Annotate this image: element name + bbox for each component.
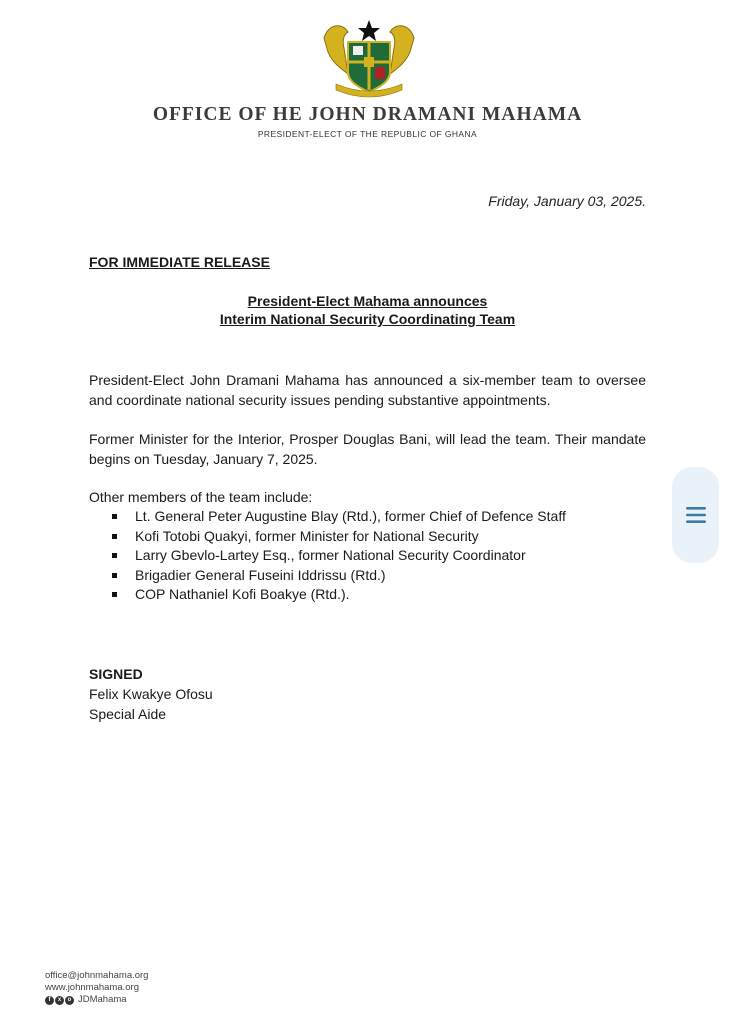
bullet-icon <box>112 534 117 539</box>
signatory-title: Special Aide <box>89 706 167 722</box>
footer-website: www.johnmahama.org <box>45 982 139 993</box>
member-text: Brigadier General Fuseini Iddrissu (Rtd.) <box>135 566 386 583</box>
instagram-icon: o <box>65 996 74 1005</box>
member-text: Larry Gbevlo-Lartey Esq., former National Security Coordinator <box>135 547 526 564</box>
member-text: Kofi Totobi Quakyi, former Minister for National Security <box>135 527 479 544</box>
paragraph-announcement: President-Elect John Dramani Mahama has announced a six-member team to oversee and coordinate national security issues pending substantive appointments. <box>89 372 646 408</box>
bullet-icon <box>112 592 117 597</box>
members-list <box>110 507 566 605</box>
list-item <box>110 546 566 566</box>
bullet-icon <box>112 514 117 519</box>
hamburger-menu-icon <box>685 504 707 526</box>
bullet-icon <box>112 573 117 578</box>
release-label: FOR IMMEDIATE RELEASE <box>89 254 270 270</box>
facebook-icon: f <box>45 996 54 1005</box>
menu-button[interactable] <box>672 467 719 563</box>
x-icon: x <box>55 996 64 1005</box>
bullet-icon <box>112 553 117 558</box>
footer-email: office@johnmahama.org <box>45 970 149 981</box>
headline-line-1: President-Elect Mahama announces <box>247 293 488 309</box>
social-handle: JDMahama <box>78 994 127 1005</box>
list-item <box>110 566 566 586</box>
headline-line-2: Interim National Security Coordinating Team <box>219 311 516 327</box>
office-subtitle: PRESIDENT-ELECT OF THE REPUBLIC OF GHANA <box>257 129 478 139</box>
social-row <box>45 994 148 1006</box>
paragraph-team-lead: Former Minister for the Interior, Prosper Douglas Bani, will lead the team. Their mandate begins on Tuesday, January 7, 2025. <box>89 431 646 467</box>
release-date: Friday, January 03, 2025. <box>488 193 646 209</box>
office-title: OFFICE OF HE JOHN DRAMANI MAHAMA <box>152 104 583 125</box>
paragraph-members-intro: Other members of the team include: <box>89 489 313 505</box>
headline <box>0 292 735 328</box>
list-item <box>110 507 566 527</box>
member-text: COP Nathaniel Kofi Boakye (Rtd.). <box>135 586 350 603</box>
signed-label: SIGNED <box>89 666 143 682</box>
member-text: Lt. General Peter Augustine Blay (Rtd.), former Chief of Defence Staff <box>135 508 566 524</box>
signature-block <box>89 664 213 724</box>
footer <box>45 970 148 1006</box>
signatory-name: Felix Kwakye Ofosu <box>89 686 213 702</box>
list-item <box>110 585 566 605</box>
list-item <box>110 527 566 547</box>
ghana-coat-of-arms-icon <box>318 18 420 102</box>
